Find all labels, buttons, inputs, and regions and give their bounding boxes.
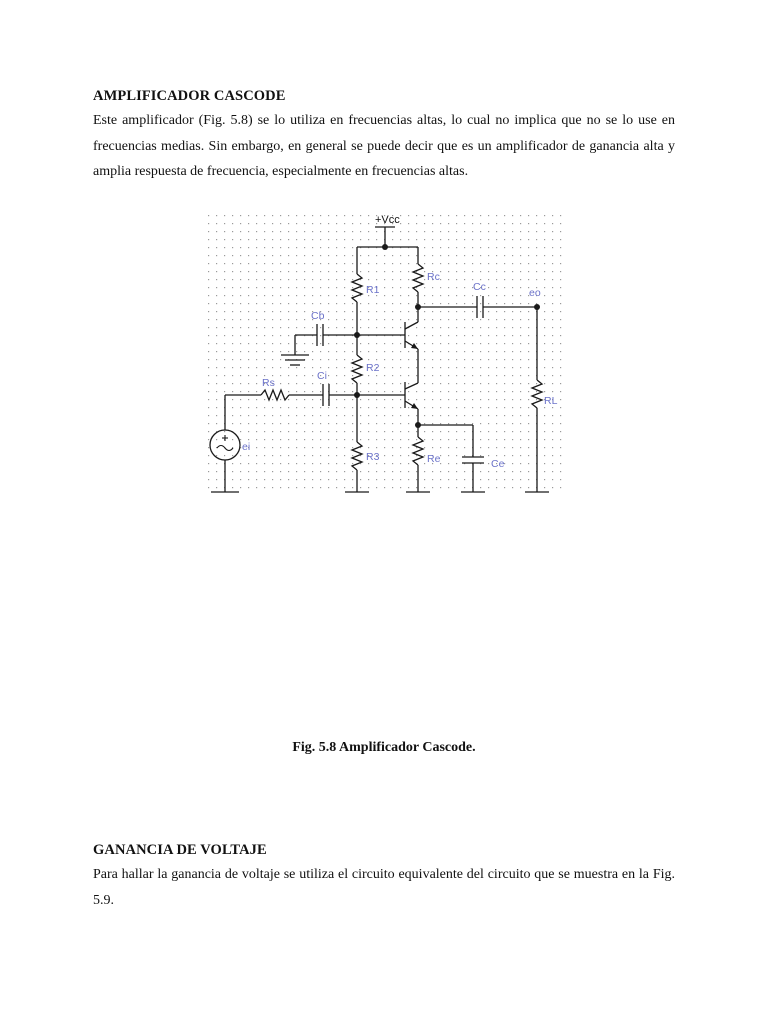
figure-caption: Fig. 5.8 Amplificador Cascode. [292, 740, 476, 755]
label-cc: Cc [473, 281, 486, 293]
label-rc: Rc [427, 271, 440, 283]
label-vcc: +Vcc [375, 214, 400, 226]
intro-paragraph: Este amplificador (Fig. 5.8) se lo utiliza en frecuencias altas, lo cual no implica que no se lo use en frecuencias medias. Sin embargo, en general se puede decir que es un amplificador de ganancia alta y amplia respuesta de frecuencia, especialmente en frecuencias altas. [93, 113, 675, 179]
label-r1: R1 [366, 284, 380, 296]
label-eo: eo [529, 287, 541, 299]
label-ei: ei [242, 441, 251, 453]
label-ci: Ci [317, 370, 327, 382]
label-rs: Rs [262, 377, 275, 389]
section-heading-cascode: AMPLIFICADOR CASCODE [93, 88, 286, 104]
label-r3: R3 [366, 451, 380, 463]
section-heading-ganancia: GANANCIA DE VOLTAJE [93, 842, 267, 858]
label-cb: Cb [311, 310, 325, 322]
label-r2: R2 [366, 362, 380, 374]
label-re: Re [427, 453, 441, 465]
gain-paragraph: Para hallar la ganancia de voltaje se utiliza el circuito equivalente del circuito que se muestra en la Fig. 5.9. [93, 867, 675, 908]
cascode-circuit-diagram [205, 212, 565, 497]
grid-background [205, 212, 565, 494]
label-rl: RL [544, 395, 558, 407]
label-ce: Ce [491, 458, 505, 470]
